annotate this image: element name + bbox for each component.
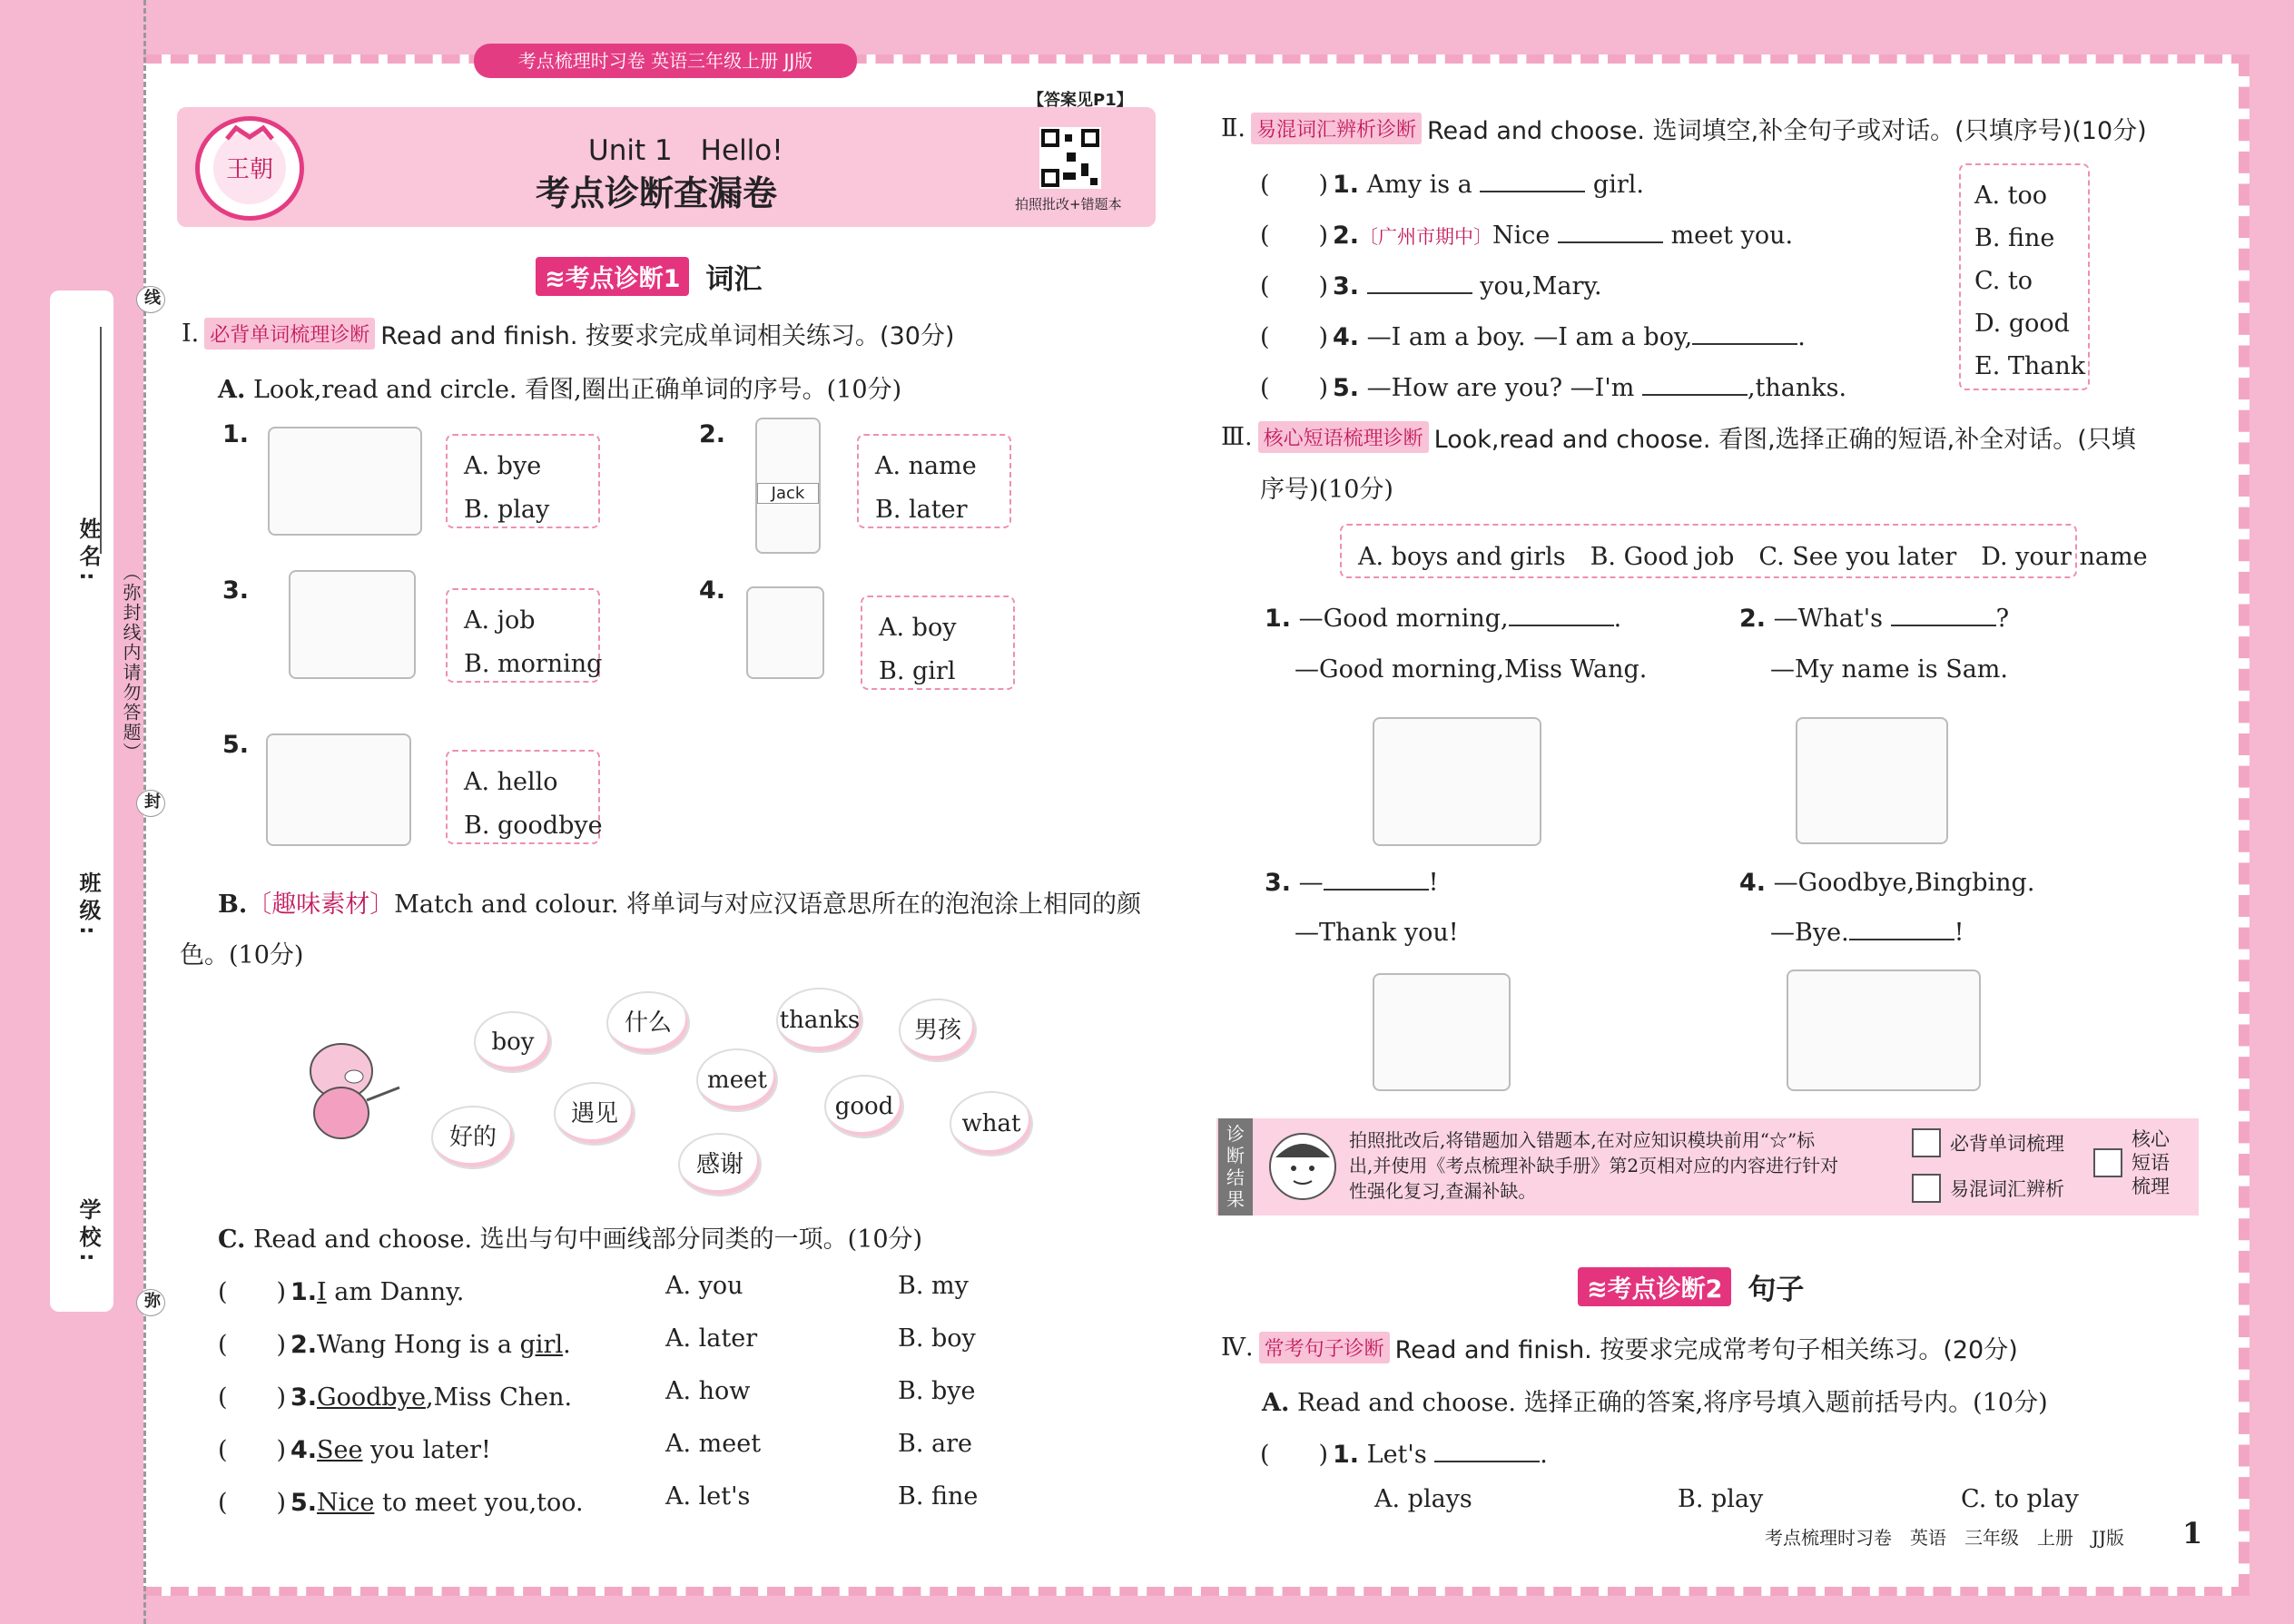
p2-question-number: 3. (1333, 272, 1360, 300)
seal-mark-feng: 封 (136, 790, 165, 817)
option-b[interactable]: B. are (898, 1430, 972, 1458)
p3-dialog-number: 1. (1265, 605, 1292, 633)
c-question-text: . (563, 1331, 571, 1359)
word-option: A. too (1974, 182, 2048, 210)
p3-dialog-3-reply: —Thank you! (1295, 919, 1459, 947)
c-question-text: you later! (362, 1436, 491, 1464)
c-question-number: 4. (290, 1436, 318, 1464)
answer-blank[interactable] (1558, 221, 1663, 243)
c-question-5: ( ) 5.Nice to meet you,too. A. let's B. fine (218, 1482, 979, 1517)
p4-question-1: ( ) 1. Let's . (1260, 1441, 1548, 1469)
part-4a-title: Read and choose. 选择正确的答案,将序号填入题前括号内。(10分) (1296, 1389, 2048, 1417)
p4-question-text: Let's (1366, 1441, 1435, 1469)
item-5-number: 5. (222, 731, 250, 759)
p3-dialog-number: 2. (1739, 605, 1767, 633)
item-2-options (857, 434, 1011, 528)
part-3-numeral: Ⅲ. (1221, 423, 1253, 451)
class-label: 班级: (75, 871, 101, 940)
part-1c-letter: C. (218, 1225, 246, 1254)
item-3-options (446, 588, 603, 683)
illustration-boy-name-card (755, 418, 821, 554)
p3-dialog-1-reply: —Good morning,Miss Wang. (1295, 655, 1648, 684)
c-question-text: Wang Hong is a (317, 1331, 520, 1359)
unit-title: Unit 1 Hello! (588, 134, 783, 167)
p3-line: —Good morning, (1298, 605, 1509, 633)
option-b[interactable]: B. goodbye (464, 812, 603, 840)
pig-mascot-icon (287, 1026, 405, 1144)
part-4-tag: 常考句子诊断 (1259, 1332, 1390, 1363)
c-underlined-word: Goodbye (317, 1383, 426, 1412)
p2-question-text: girl. (1585, 171, 1644, 199)
section-2-title: 句子 (1748, 1274, 1805, 1306)
word-bubble[interactable]: meet (696, 1048, 778, 1112)
p2-question-text: . (1797, 323, 1806, 351)
p2-question-text: —How are you? —I'm (1366, 374, 1642, 402)
item-1-options (446, 434, 600, 528)
qr-caption: 拍照批改+错题本 (1015, 196, 1122, 212)
option-b[interactable]: B. play (464, 496, 550, 524)
checkbox-label: 核心短语梳理 (2132, 1128, 2170, 1197)
item-2-number: 2. (699, 420, 726, 448)
answer-blank[interactable] (1434, 1441, 1540, 1462)
part-3-title: Look,read and choose. 看图,选择正确的短语,补全对话。(只填 (1433, 426, 2136, 454)
c-question-number: 5. (290, 1489, 318, 1517)
p2-question-number: 5. (1333, 374, 1360, 402)
answer-blank[interactable] (1849, 919, 1954, 940)
student-info-panel (50, 290, 113, 1312)
word-option: E. Thank (1974, 352, 2086, 380)
diagnosis-text: 拍照批改后,将错题加入错题本,在对应知识模块前用“☆”标 (1349, 1129, 1816, 1151)
item-4-options (861, 595, 1015, 690)
option-a[interactable]: A. meet (665, 1430, 762, 1458)
p3-line: . (1613, 605, 1622, 633)
diagnosis-text: 性强化复习,查漏补缺。 (1349, 1180, 1537, 1202)
item-5-options (446, 750, 603, 844)
c-underlined-word: Nice (317, 1489, 375, 1517)
part-3-tag: 核心短语梳理诊断 (1258, 421, 1429, 453)
c-question-text: ,Miss Chen. (425, 1383, 573, 1412)
option-b[interactable]: B. boy (898, 1324, 976, 1353)
word-option: B. fine (1974, 224, 2055, 252)
answer-blank[interactable] (1642, 374, 1748, 396)
part-1-title: Read and finish. 按要求完成单词相关练习。(30分) (380, 322, 955, 350)
illustration-kids-meeting (266, 733, 411, 846)
name-card-text: Jack (757, 483, 819, 504)
option-a[interactable]: A. how (665, 1377, 751, 1405)
section-1-heading (536, 256, 762, 297)
illustration-kids-waving (268, 427, 422, 536)
diagnosis-text: 出,并使用《考点梳理补缺手册》第2页相对应的内容进行针对 (1349, 1155, 1839, 1176)
answer-reference: 【答案见P1】 (1028, 91, 1133, 110)
word-bubble[interactable]: 男孩 (899, 999, 977, 1062)
c-question-3: ( ) 3.Goodbye,Miss Chen. A. how B. bye (218, 1377, 976, 1412)
series-banner: 考点梳理时习卷 英语三年级上册 JJ版 (474, 44, 857, 78)
qr-code-icon[interactable] (1039, 127, 1101, 189)
part-2-title: Read and choose. 选词填空,补全句子或对话。(只填序号)(10分) (1426, 117, 2147, 145)
p3-dialog-number: 3. (1265, 869, 1292, 897)
part-1b-heading (218, 884, 1141, 920)
option-a[interactable]: A. boy (879, 614, 957, 642)
p2-question-3: ( ) 3. you,Mary. (1260, 272, 1602, 300)
c-underlined-word: See (317, 1436, 363, 1464)
item-3-number: 3. (222, 576, 250, 605)
word-bubble[interactable]: 什么 (606, 991, 690, 1055)
part-4a-heading (1262, 1383, 2048, 1418)
part-4-heading (1221, 1330, 2018, 1365)
p2-question-number: 4. (1333, 323, 1360, 351)
option-a[interactable]: A. bye (464, 452, 542, 480)
checkbox-label: 必背单词梳理 (1950, 1133, 2064, 1155)
option-a[interactable]: A. you (665, 1272, 743, 1300)
checkbox[interactable] (1912, 1174, 1941, 1203)
option-a[interactable]: A. let's (665, 1482, 751, 1511)
checkbox-label: 易混词汇辨析 (1950, 1178, 2064, 1200)
p3-dialog-1 (1265, 605, 1621, 633)
name-label: 姓名: (75, 517, 101, 586)
section-1-title: 词汇 (705, 263, 763, 296)
part-1-numeral: Ⅰ. (182, 320, 200, 348)
part-1a-title: Look,read and circle. 看图,圈出正确单词的序号。(10分) (252, 376, 902, 404)
section-2-label: ≋考点诊断2 (1578, 1267, 1731, 1306)
p3-dialog-4 (1739, 869, 2034, 897)
illustration-school-gate (1787, 969, 1981, 1091)
part-2-heading (1221, 111, 2147, 146)
checkbox[interactable] (2093, 1148, 2122, 1177)
option-b[interactable]: B. bye (898, 1377, 976, 1405)
checkbox[interactable] (1912, 1128, 1941, 1157)
diagnosis-option-3[interactable] (2093, 1127, 2173, 1198)
word-bubble[interactable]: what (950, 1091, 1033, 1156)
p4-question-number: 1. (1333, 1441, 1360, 1469)
option-a[interactable]: A. plays (1374, 1485, 1472, 1513)
word-bubble[interactable]: 好的 (431, 1106, 515, 1169)
word-bubble[interactable]: 感谢 (678, 1133, 762, 1196)
word-bubble[interactable]: good (824, 1075, 904, 1138)
option-b[interactable]: B. fine (898, 1482, 979, 1511)
part-2-numeral: Ⅱ. (1221, 114, 1245, 143)
p3-dialog-2-reply: —My name is Sam. (1770, 655, 2008, 684)
p3-line: —Bye. (1770, 919, 1849, 947)
part-1c-title: Read and choose. 选出与句中画线部分同类的一项。(10分) (253, 1225, 923, 1254)
seal-mark-xian: 线 (136, 286, 165, 313)
word-option: C. to (1974, 267, 2033, 295)
illustration-girl-face (746, 586, 824, 679)
p3-dialog-number: 4. (1739, 869, 1767, 897)
c-question-4: ( ) 4.See you later! A. meet B. are (218, 1430, 972, 1464)
page-number: 1 (2182, 1516, 2203, 1550)
p2-question-1: ( ) 1. Amy is a girl. (1260, 171, 1644, 199)
p2-question-number: 2. (1333, 221, 1360, 250)
answer-blank[interactable] (1480, 171, 1585, 192)
item-1-number: 1. (222, 420, 250, 448)
school-label: 学校: (75, 1198, 101, 1267)
name-line (100, 327, 102, 554)
word-option: D. good (1974, 310, 2070, 338)
option-b[interactable]: B. play (1678, 1485, 1764, 1513)
item-4-number: 4. (699, 576, 726, 605)
answer-blank[interactable] (1692, 323, 1797, 345)
option-c[interactable]: C. to play (1961, 1485, 2079, 1513)
p2-question-2: ( ) 2.〔广州市期中〕Nice meet you. (1260, 221, 1794, 250)
part-1b-tag: 〔趣味素材〕 (247, 891, 395, 919)
p2-question-number: 1. (1333, 171, 1360, 199)
option-a[interactable]: A. hello (464, 768, 558, 796)
c-underlined-word: I (317, 1278, 327, 1306)
p2-question-text: Amy is a (1366, 171, 1481, 199)
seal-mark-mi: 弥 (136, 1289, 165, 1316)
p3-dialog-2 (1739, 605, 2009, 633)
p2-question-text: ,thanks. (1747, 374, 1847, 402)
answer-blank[interactable] (1509, 605, 1614, 626)
part-3-heading (1221, 419, 2136, 455)
c-question-text: to meet you,too. (374, 1489, 584, 1517)
word-bubble[interactable]: thanks (776, 988, 863, 1053)
part-4-numeral: Ⅳ. (1221, 1334, 1254, 1362)
part-1-heading (182, 316, 954, 351)
p3-line: —Goodbye,Bingbing. (1773, 869, 2035, 897)
part-2-word-bank (1959, 163, 2090, 390)
p2-question-text: —I am a boy. —I am a boy, (1366, 323, 1693, 351)
p3-dialog-4-reply (1770, 919, 1964, 947)
answer-blank[interactable] (1324, 869, 1429, 891)
p2-question-text: meet you. (1663, 221, 1794, 250)
p3-line: ! (1954, 919, 1964, 947)
part-1b-letter: B. (218, 891, 248, 919)
p2-question-text: you,Mary. (1472, 272, 1602, 300)
part-1b-title: Match and colour. 将单词与对应汉语意思所在的泡泡涂上相同的颜 (394, 891, 1142, 919)
part-4-title: Read and finish. 按要求完成常考句子相关练习。(20分) (1394, 1336, 2018, 1364)
part-4a-letter: A. (1262, 1389, 1290, 1417)
option-a[interactable]: A. later (665, 1324, 758, 1353)
c-question-number: 1. (290, 1278, 318, 1306)
part-1a-letter: A. (218, 376, 246, 404)
c-question-number: 2. (290, 1331, 318, 1359)
p3-line: ! (1428, 869, 1439, 897)
footer-text: 考点梳理时习卷 英语 三年级 上册 JJ版 (1765, 1527, 2125, 1549)
illustration-classroom (1373, 717, 1541, 846)
diagnosis-option-2[interactable] (1912, 1174, 2064, 1203)
option-a[interactable]: A. job (464, 606, 536, 635)
illustration-girl-waking-up (289, 570, 416, 679)
p2-question-4: ( ) 4. —I am a boy. —I am a boy, . (1260, 323, 1806, 351)
p3-dialog-3 (1265, 869, 1439, 897)
c-question-2: ( ) 2.Wang Hong is a girl. A. later B. boy (218, 1324, 976, 1359)
c-question-text: am Danny. (326, 1278, 465, 1306)
option-b[interactable]: B. later (875, 496, 968, 524)
p4-question-text: . (1540, 1441, 1548, 1469)
part-2-tag: 易混词汇辨析诊断 (1251, 113, 1422, 144)
diagnosis-option-1[interactable] (1912, 1128, 2064, 1157)
diagnosis-instructions (1349, 1127, 1838, 1204)
p3-line: —What's (1773, 605, 1891, 633)
part-1c-heading (218, 1219, 922, 1255)
part-3-phrase-bank: A. boys and girls B. Good job C. See you later D. your name (1340, 524, 2077, 578)
option-b[interactable]: B. my (898, 1272, 969, 1300)
section-2-heading (1578, 1266, 1804, 1307)
part-1-tag: 必背单词梳理诊断 (204, 318, 375, 349)
boy-avatar-icon (1266, 1130, 1339, 1203)
word-bubble[interactable]: 遇见 (554, 1082, 635, 1146)
paper-title: 考点诊断查漏卷 (536, 173, 778, 213)
svg-text:王朝: 王朝 (225, 156, 274, 183)
part-3-heading-cont: 序号)(10分) (1260, 476, 1393, 504)
section-1-label: ≋考点诊断1 (536, 257, 689, 296)
answer-blank[interactable] (1891, 605, 1996, 626)
option-b[interactable]: B. girl (879, 657, 956, 685)
answer-blank[interactable] (1367, 272, 1472, 294)
c-question-number: 3. (290, 1383, 318, 1412)
seal-notice: （弥封线内请勿答题） (120, 563, 142, 763)
p2-source-tag: 〔广州市期中〕 (1359, 226, 1493, 248)
p2-question-5: ( ) 5. —How are you? —I'm ,thanks. (1260, 374, 1847, 402)
illustration-recycling-bins (1373, 973, 1511, 1091)
part-1b-heading-cont: 色。(10分) (180, 941, 304, 969)
c-underlined-word: girl (519, 1331, 564, 1359)
p3-line: — (1298, 869, 1324, 897)
p2-question-text: Nice (1492, 221, 1558, 250)
p3-line: ? (1995, 605, 2010, 633)
option-a[interactable]: A. name (875, 452, 977, 480)
part-1a-heading (218, 369, 901, 405)
c-question-1: ( ) 1.I am Danny. A. you B. my (218, 1272, 969, 1306)
option-b[interactable]: B. morning (464, 650, 603, 678)
illustration-two-boys (1796, 717, 1948, 844)
word-bubble[interactable]: boy (474, 1011, 552, 1073)
diagnosis-label: 诊断结果 (1218, 1118, 1253, 1216)
brand-logo (195, 116, 304, 221)
